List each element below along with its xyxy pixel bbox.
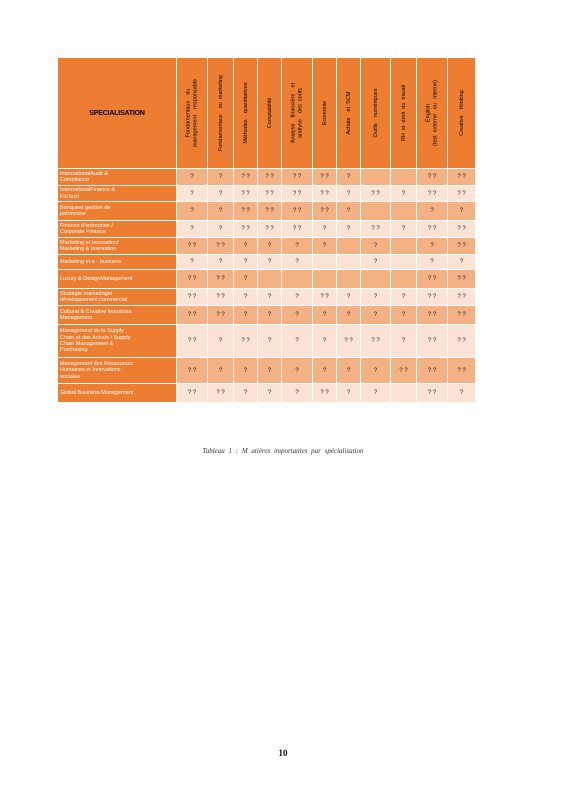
specialisation-name: Management de la Supply Chain et des Achats / Supply Chain Management & Purchasing	[58, 325, 177, 358]
column-header-label: Achats et SCM	[345, 91, 352, 135]
importance-cell: ? ?	[234, 169, 258, 186]
importance-cell	[391, 384, 417, 403]
specialisation-name: Marketing et e - business	[58, 255, 177, 270]
importance-cell: ? ?	[282, 221, 313, 238]
importance-cell: ? ?	[258, 202, 282, 221]
column-header-label: Analyse financière et analyse des coûts	[290, 82, 303, 144]
column-header-label: Méthodes quantitatives	[242, 82, 249, 144]
importance-cell: ?	[337, 384, 361, 403]
importance-cell: ? ?	[258, 221, 282, 238]
table-row	[58, 289, 476, 306]
importance-cell: ? ?	[448, 306, 476, 325]
importance-cell: ? ?	[448, 270, 476, 289]
column-header-label: English (test externe ou interne)	[425, 79, 438, 147]
importance-cell: ? ?	[417, 325, 448, 358]
importance-cell: ? ?	[282, 202, 313, 221]
importance-cell	[361, 270, 391, 289]
importance-cell: ?	[337, 221, 361, 238]
column-header	[313, 58, 337, 169]
importance-cell: ?	[208, 325, 234, 358]
importance-cell: ?	[337, 358, 361, 384]
importance-cell: ? ?	[417, 186, 448, 202]
page-number: 10	[278, 748, 288, 758]
column-header	[234, 58, 258, 169]
importance-cell: ? ?	[448, 358, 476, 384]
importance-cell: ? ?	[448, 238, 476, 255]
importance-cell: ? ?	[208, 238, 234, 255]
column-header	[361, 58, 391, 169]
importance-cell: ? ?	[361, 221, 391, 238]
importance-cell: ?	[208, 202, 234, 221]
importance-cell: ?	[361, 358, 391, 384]
importance-cell: ?	[391, 221, 417, 238]
importance-cell: ?	[448, 384, 476, 403]
importance-cell	[391, 202, 417, 221]
importance-cell: ? ?	[417, 306, 448, 325]
importance-cell: ?	[258, 289, 282, 306]
importance-cell: ? ?	[177, 325, 208, 358]
importance-cell: ? ?	[313, 289, 337, 306]
column-header-label: Outils numériques	[372, 88, 379, 138]
table-row	[58, 169, 476, 186]
column-header	[282, 58, 313, 169]
importance-cell	[258, 270, 282, 289]
column-header	[391, 58, 417, 169]
importance-cell: ?	[282, 358, 313, 384]
importance-cell: ?	[177, 186, 208, 202]
importance-cell: ? ?	[448, 186, 476, 202]
importance-cell: ? ?	[448, 221, 476, 238]
importance-cell: ? ?	[177, 238, 208, 255]
importance-cell: ?	[313, 238, 337, 255]
importance-cell: ? ?	[234, 186, 258, 202]
importance-cell: ? ?	[208, 289, 234, 306]
specialisation-name: Cultural & Creative Industries Management	[58, 306, 177, 325]
importance-cell	[337, 238, 361, 255]
specialisation-name: Finance d'entreprise / Corporate Finance	[58, 221, 177, 238]
specialisation-name: Management des Ressources Humaines et Innovations sociales	[58, 358, 177, 384]
column-header	[177, 58, 208, 169]
importance-cell: ? ?	[177, 358, 208, 384]
specialisation-name: Luxury & DesignManagement	[58, 270, 177, 289]
table-row	[58, 221, 476, 238]
specialisation-name: Stratégie marketinget développement commercial	[58, 289, 177, 306]
importance-cell: ? ?	[448, 325, 476, 358]
importance-cell: ? ?	[208, 306, 234, 325]
importance-cell: ?	[234, 289, 258, 306]
importance-cell: ? ?	[417, 289, 448, 306]
importance-cell: ? ?	[417, 169, 448, 186]
importance-cell: ?	[391, 186, 417, 202]
importance-cell: ?	[337, 306, 361, 325]
importance-cell: ? ?	[313, 384, 337, 403]
importance-cell: ? ?	[361, 325, 391, 358]
importance-cell: ? ?	[337, 325, 361, 358]
importance-cell: ? ?	[361, 186, 391, 202]
importance-cell	[313, 255, 337, 270]
importance-cell: ? ?	[258, 169, 282, 186]
column-header-label: Economie	[321, 100, 328, 126]
importance-cell: ? ?	[448, 169, 476, 186]
importance-cell: ? ?	[177, 384, 208, 403]
importance-cell: ?	[391, 289, 417, 306]
importance-cell: ?	[361, 384, 391, 403]
importance-cell: ? ?	[282, 186, 313, 202]
importance-cell: ? ?	[417, 358, 448, 384]
table-row	[58, 255, 476, 270]
importance-cell: ?	[417, 255, 448, 270]
importance-cell: ?	[337, 202, 361, 221]
importance-cell: ? ?	[208, 384, 234, 403]
specialisation-name: InternationalAudit & Compliance	[58, 169, 177, 186]
importance-cell: ?	[282, 384, 313, 403]
table-body	[58, 169, 476, 403]
importance-cell: ?	[177, 255, 208, 270]
importance-cell: ? ?	[313, 169, 337, 186]
table-row	[58, 384, 476, 403]
importance-cell: ?	[282, 325, 313, 358]
column-header	[258, 58, 282, 169]
importance-cell: ? ?	[448, 289, 476, 306]
importance-cell: ? ?	[177, 270, 208, 289]
importance-cell	[361, 202, 391, 221]
importance-cell: ?	[417, 238, 448, 255]
importance-cell: ?	[258, 255, 282, 270]
specialisation-header: SPECIALISATION	[58, 58, 177, 169]
importance-cell: ?	[258, 238, 282, 255]
importance-cell: ?	[234, 255, 258, 270]
table-row	[58, 202, 476, 221]
importance-cell: ?	[448, 255, 476, 270]
column-header	[448, 58, 476, 169]
importance-cell: ? ?	[313, 202, 337, 221]
importance-cell	[391, 238, 417, 255]
importance-cell: ? ?	[391, 358, 417, 384]
column-header-label: Comptabilité	[266, 97, 273, 129]
importance-cell: ? ?	[258, 186, 282, 202]
importance-cell: ?	[258, 306, 282, 325]
importance-cell: ?	[448, 202, 476, 221]
importance-cell: ?	[391, 306, 417, 325]
importance-cell: ?	[177, 169, 208, 186]
importance-cell: ? ?	[282, 169, 313, 186]
specialisation-table	[57, 57, 476, 403]
importance-cell: ?	[208, 358, 234, 384]
importance-cell: ?	[208, 221, 234, 238]
importance-cell	[282, 270, 313, 289]
table-row	[58, 306, 476, 325]
importance-cell: ?	[234, 306, 258, 325]
column-header-label: Fondamentaux du marketing	[217, 74, 224, 152]
importance-cell: ? ?	[234, 221, 258, 238]
importance-cell	[391, 270, 417, 289]
importance-cell: ?	[313, 306, 337, 325]
column-header-label: RH et droit du travail	[400, 84, 407, 142]
importance-cell: ? ?	[177, 289, 208, 306]
importance-cell: ?	[208, 255, 234, 270]
importance-cell: ? ?	[234, 325, 258, 358]
importance-cell	[391, 169, 417, 186]
importance-cell: ?	[282, 289, 313, 306]
importance-cell: ? ?	[313, 186, 337, 202]
importance-cell	[337, 270, 361, 289]
table-row	[58, 270, 476, 289]
importance-cell: ?	[234, 270, 258, 289]
table-header-row	[58, 58, 476, 169]
importance-cell: ?	[337, 169, 361, 186]
importance-cell: ?	[337, 186, 361, 202]
table-row	[58, 186, 476, 202]
importance-cell: ? ?	[417, 221, 448, 238]
importance-cell: ? ?	[417, 384, 448, 403]
importance-cell: ? ?	[417, 270, 448, 289]
table-row	[58, 358, 476, 384]
specialisation-name: Marketing et Innovation/ Marketing & Innovation	[58, 238, 177, 255]
column-header	[417, 58, 448, 169]
importance-cell	[391, 255, 417, 270]
importance-cell: ?	[177, 221, 208, 238]
specialisation-name: Banqueet gestion de patrimoine	[58, 202, 177, 221]
column-header	[337, 58, 361, 169]
importance-cell: ?	[313, 358, 337, 384]
importance-cell: ?	[258, 358, 282, 384]
importance-cell: ?	[282, 306, 313, 325]
column-header-label: Creative thinking	[458, 90, 465, 136]
importance-cell: ?	[234, 238, 258, 255]
table-row	[58, 325, 476, 358]
column-header	[208, 58, 234, 169]
importance-cell: ?	[177, 202, 208, 221]
table-caption: Tableau 1 : M atières importantes par spécialisation	[202, 447, 364, 455]
importance-cell: ?	[361, 306, 391, 325]
importance-cell: ?	[208, 169, 234, 186]
importance-cell: ?	[361, 255, 391, 270]
importance-cell: ?	[337, 289, 361, 306]
specialisation-name: InternationalFinance & FinTech	[58, 186, 177, 202]
importance-cell: ?	[234, 358, 258, 384]
importance-cell: ?	[282, 255, 313, 270]
importance-cell: ?	[208, 186, 234, 202]
importance-cell: ?	[391, 325, 417, 358]
importance-cell: ? ?	[177, 306, 208, 325]
importance-cell: ?	[258, 384, 282, 403]
importance-cell: ?	[234, 384, 258, 403]
importance-cell: ?	[361, 238, 391, 255]
importance-cell: ?	[282, 238, 313, 255]
importance-cell: ?	[313, 325, 337, 358]
importance-cell: ? ?	[234, 202, 258, 221]
importance-cell: ?	[313, 221, 337, 238]
column-header-label: Fondamentaux du management responsable	[185, 78, 198, 148]
specialisation-name: Global Business Management	[58, 384, 177, 403]
importance-cell	[313, 270, 337, 289]
table-row	[58, 238, 476, 255]
importance-cell	[337, 255, 361, 270]
importance-cell: ?	[361, 289, 391, 306]
importance-cell	[361, 169, 391, 186]
importance-cell: ?	[417, 202, 448, 221]
importance-cell: ?	[258, 325, 282, 358]
importance-cell: ? ?	[208, 270, 234, 289]
